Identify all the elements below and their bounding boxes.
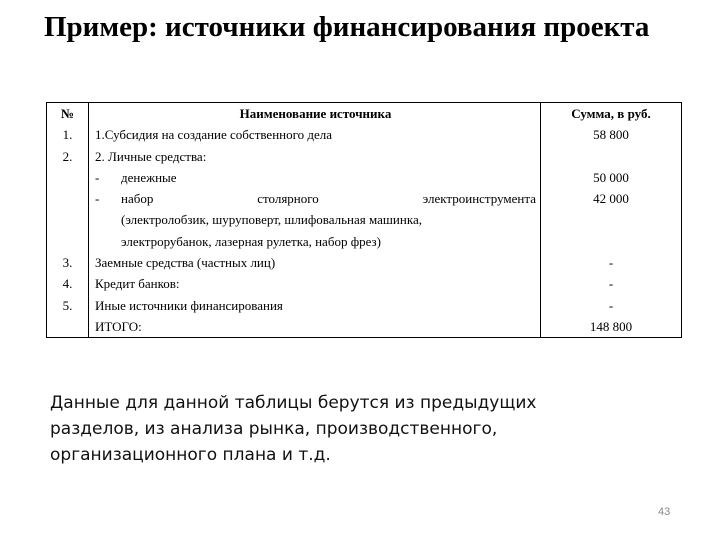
- number-column: [47, 103, 89, 337]
- sum-column: [541, 103, 681, 337]
- row-number: 1.: [62, 127, 73, 143]
- source-cash: [95, 167, 536, 188]
- tools-label-line1: набор столярного электроинструмента: [121, 191, 536, 207]
- name-column: [89, 103, 541, 337]
- sum-value: 58 800: [593, 127, 629, 143]
- row-number: 3.: [62, 255, 73, 271]
- header-number: №: [60, 106, 75, 121]
- source-bank-credit: Кредит банков:: [95, 276, 180, 292]
- note-line: Данные для данной таблицы берутся из предыдущих: [50, 393, 537, 413]
- source-tools: [95, 188, 536, 209]
- row-number: [47, 167, 88, 188]
- sum-value: 42 000: [593, 191, 629, 207]
- sum-value: 50 000: [593, 169, 629, 185]
- row-number: [47, 316, 88, 337]
- sum-value: -: [608, 276, 614, 292]
- dash-marker: -: [95, 191, 100, 207]
- row-number: 4.: [62, 276, 73, 292]
- header-sum: Сумма, в руб.: [571, 106, 651, 121]
- dash-marker: -: [95, 169, 100, 185]
- note-line: разделов, из анализа рынка, производственного,: [50, 419, 498, 439]
- source-personal-funds: 2. Личные средства:: [95, 148, 207, 164]
- row-number: 2.: [62, 148, 73, 164]
- sum-value: [541, 231, 681, 252]
- source-private-loans: Заемные средства (частных лиц): [95, 255, 276, 271]
- source-subsidy: 1.Субсидия на создание собственного дела: [95, 127, 333, 143]
- tools-label-line2: (электролобзик, шуруповерт, шлифовальная машинка,: [121, 212, 422, 228]
- sum-value: -: [608, 297, 614, 313]
- financing-sources-table: [46, 102, 682, 338]
- cash-label: денежные: [121, 169, 177, 185]
- sum-value: [541, 209, 681, 230]
- source-other: Иные источники финансирования: [95, 297, 283, 313]
- sum-total: 148 800: [589, 318, 633, 334]
- row-number: 5.: [62, 297, 73, 313]
- note-line: организационного плана и т.д.: [50, 445, 331, 465]
- page-number: 43: [658, 506, 671, 518]
- row-number: [47, 188, 88, 209]
- explanatory-note: [50, 390, 690, 468]
- tools-label-line3: электрорубанок, лазерная рулетка, набор фрез): [121, 233, 382, 249]
- total-label: ИТОГО:: [95, 318, 142, 334]
- row-number: [47, 209, 88, 230]
- header-source-name: Наименование источника: [239, 106, 392, 121]
- row-number: [47, 231, 88, 252]
- sum-value: -: [608, 255, 614, 271]
- sum-value: [541, 146, 681, 167]
- slide-title: Пример: источники финансирования проекта: [44, 11, 650, 43]
